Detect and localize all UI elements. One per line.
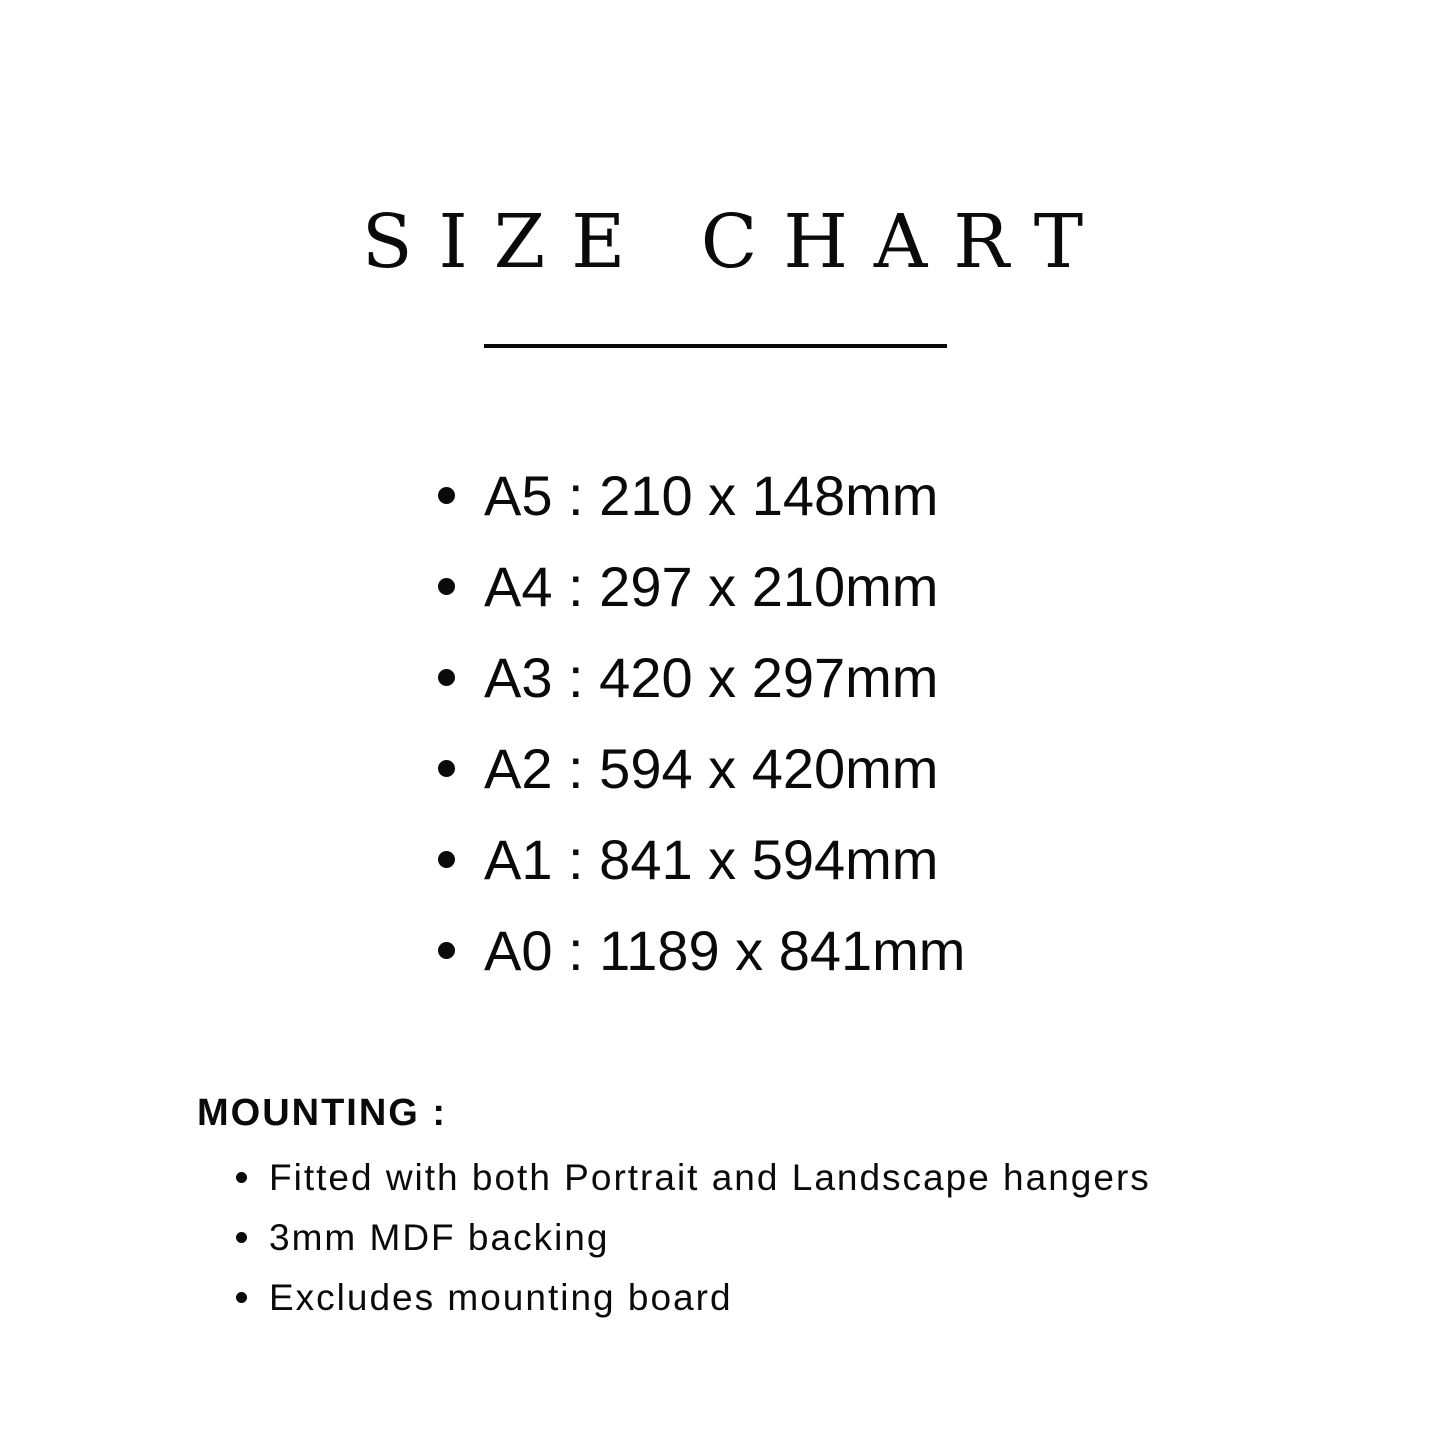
mounting-item-text: Excludes mounting board xyxy=(269,1276,733,1318)
mounting-list xyxy=(236,1147,1151,1327)
page-title: SIZE CHART xyxy=(361,199,1110,285)
mounting-item-text: Fitted with both Portrait and Landscape hangers xyxy=(269,1156,1151,1198)
size-label: A1 : 841 x 594mm xyxy=(484,827,939,891)
size-label: A3 : 420 x 297mm xyxy=(484,645,939,709)
size-item-a2 xyxy=(438,723,965,814)
bullet-icon xyxy=(236,1292,247,1303)
mounting-item xyxy=(236,1207,1151,1267)
size-label: A2 : 594 x 420mm xyxy=(484,736,939,800)
size-label: A4 : 297 x 210mm xyxy=(484,554,939,618)
size-item-a1 xyxy=(438,814,965,905)
bullet-icon xyxy=(236,1172,247,1183)
mounting-heading: MOUNTING : xyxy=(197,1092,448,1134)
mounting-item xyxy=(236,1267,1151,1327)
size-list xyxy=(438,450,965,996)
bullet-icon xyxy=(438,851,455,868)
bullet-icon xyxy=(438,669,455,686)
bullet-icon xyxy=(438,578,455,595)
size-label: A0 : 1189 x 841mm xyxy=(484,918,966,982)
bullet-icon xyxy=(236,1232,247,1243)
size-item-a3 xyxy=(438,632,965,723)
mounting-item xyxy=(236,1147,1151,1207)
size-item-a5 xyxy=(438,450,965,541)
bullet-icon xyxy=(438,760,455,777)
bullet-icon xyxy=(438,942,455,959)
size-item-a0 xyxy=(438,905,965,996)
title-divider xyxy=(484,344,947,348)
size-item-a4 xyxy=(438,541,965,632)
size-label: A5 : 210 x 148mm xyxy=(484,463,939,527)
bullet-icon xyxy=(438,487,455,504)
mounting-item-text: 3mm MDF backing xyxy=(269,1216,610,1258)
